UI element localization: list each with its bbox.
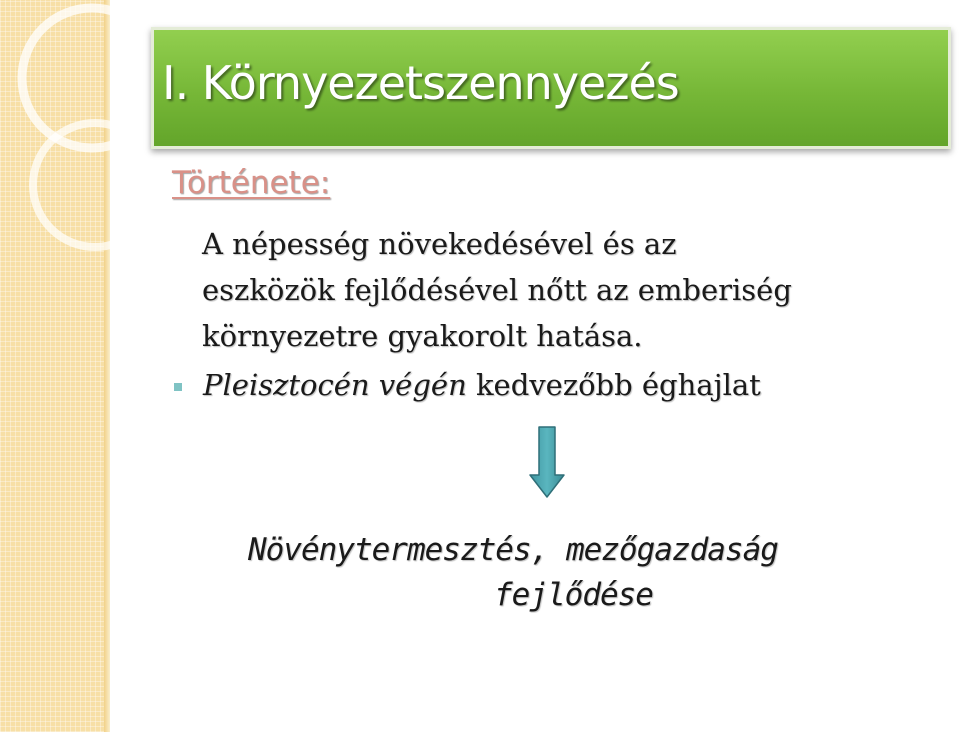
bullet-italic-text: Pleisztocén végén (203, 368, 467, 402)
decorative-rings (0, 0, 160, 260)
section-subtitle: Története: (172, 165, 331, 201)
result-line-1: Növénytermesztés, mezőgazdaság (248, 532, 778, 568)
result-line-2: fejlődése (494, 577, 653, 613)
paragraph-line-3: környezetre gyakorolt hatása. (202, 319, 643, 353)
paragraph-line-1: A népesség növekedésével és az (202, 227, 677, 261)
square-bullet-icon (174, 383, 182, 391)
paragraph-line-2: eszközök fejlődésével nőtt az emberiség (202, 273, 792, 307)
bullet-regular-text: kedvezőbb éghajlat (466, 368, 761, 402)
arrow-down-icon (527, 425, 567, 500)
slide-title: I. Környezetszennyezés (162, 56, 679, 110)
bullet-item (203, 368, 761, 402)
